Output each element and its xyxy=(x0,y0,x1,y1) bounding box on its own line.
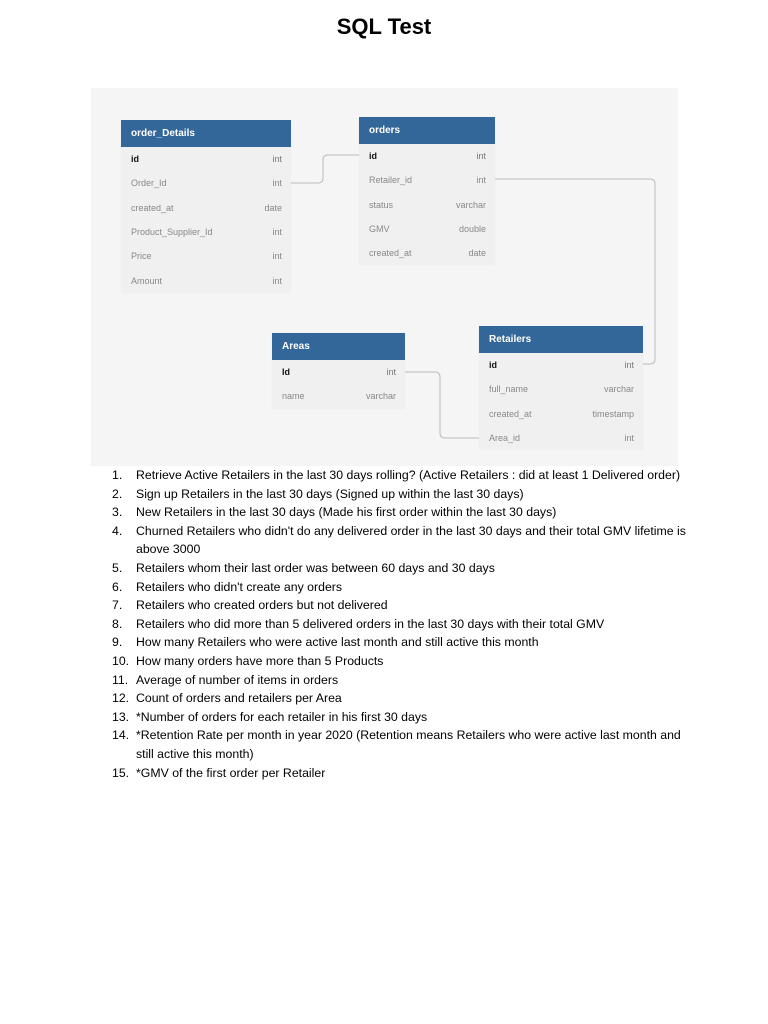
column-name: name xyxy=(282,391,305,402)
table-column-row xyxy=(121,244,291,268)
list-item xyxy=(112,596,692,615)
question-text: Retailers who didn't create any orders xyxy=(136,579,343,594)
question-number: 9. xyxy=(112,635,123,650)
table-column-row xyxy=(359,241,495,265)
column-type: int xyxy=(624,433,634,444)
question-text: Count of orders and retailers per Area xyxy=(136,691,342,706)
list-item xyxy=(112,522,692,559)
table-column-row xyxy=(479,426,643,450)
question-text: How many orders have more than 5 Products xyxy=(136,653,384,668)
table-order-details[interactable] xyxy=(121,120,291,293)
list-item xyxy=(112,615,692,634)
question-text: *GMV of the first order per Retailer xyxy=(136,765,326,780)
column-name: created_at xyxy=(131,202,174,213)
list-item xyxy=(112,689,692,708)
table-column-row xyxy=(479,402,643,426)
column-name: Product_Supplier_Id xyxy=(131,227,213,238)
column-type: int xyxy=(272,154,282,165)
question-number: 4. xyxy=(112,523,123,538)
question-number: 12. xyxy=(112,691,130,706)
column-type: date xyxy=(468,248,486,259)
column-type: int xyxy=(476,151,486,162)
question-text: Retailers whom their last order was between 60 days and 30 days xyxy=(136,560,495,575)
column-type: date xyxy=(264,202,282,213)
list-item xyxy=(112,578,692,597)
list-item xyxy=(112,764,692,783)
question-number: 6. xyxy=(112,579,123,594)
column-name: Amount xyxy=(131,275,163,286)
table-column-row xyxy=(479,377,643,401)
column-name: id xyxy=(131,154,139,165)
question-text: Sign up Retailers in the last 30 days (Signed up within the last 30 days) xyxy=(136,486,524,501)
column-type: varchar xyxy=(455,199,486,210)
table-column-row xyxy=(359,168,495,192)
list-item xyxy=(112,708,692,727)
column-name: status xyxy=(369,199,394,210)
column-name: Price xyxy=(131,251,152,262)
column-name: id xyxy=(369,151,377,162)
question-number: 3. xyxy=(112,505,123,520)
table-column-row xyxy=(121,196,291,220)
column-type: int xyxy=(386,367,396,378)
question-list xyxy=(112,466,692,782)
table-header: Areas xyxy=(272,333,405,360)
question-number: 15. xyxy=(112,765,130,780)
column-name: created_at xyxy=(489,408,532,419)
list-item xyxy=(112,652,692,671)
list-item xyxy=(112,485,692,504)
page-title: SQL Test xyxy=(336,14,432,39)
question-text: Retailers who created orders but not delivered xyxy=(136,598,388,613)
table-areas[interactable] xyxy=(272,333,405,409)
table-column-row xyxy=(121,171,291,195)
column-name: Retailer_id xyxy=(369,175,413,186)
table-header: order_Details xyxy=(121,120,291,147)
table-column-row xyxy=(272,384,405,408)
table-column-row xyxy=(359,217,495,241)
column-type: int xyxy=(272,251,282,262)
column-type: int xyxy=(272,227,282,238)
table-header: orders xyxy=(359,117,495,144)
table-retailers[interactable] xyxy=(479,326,643,450)
question-number: 5. xyxy=(112,560,123,575)
list-item xyxy=(112,671,692,690)
column-type: int xyxy=(624,360,634,371)
list-item xyxy=(112,726,692,763)
question-text: New Retailers in the last 30 days (Made his first order within the last 30 days) xyxy=(136,505,557,520)
question-number: 10. xyxy=(112,653,130,668)
list-item xyxy=(112,559,692,578)
column-name: Id xyxy=(282,367,290,378)
question-text: Churned Retailers who didn't do any delivered order in the last 30 days and their total GMV lifetime is above 3000 xyxy=(136,523,686,557)
column-type: timestamp xyxy=(592,408,634,419)
table-column-row xyxy=(121,268,291,292)
column-name: Order_Id xyxy=(131,178,167,189)
question-number: 1. xyxy=(112,468,123,482)
question-text: How many Retailers who were active last month and still active this month xyxy=(136,635,539,650)
column-name: created_at xyxy=(369,248,412,259)
column-name: GMV xyxy=(369,224,390,235)
question-text: Average of number of items in orders xyxy=(136,672,339,687)
question-number: 13. xyxy=(112,709,130,724)
question-number: 14. xyxy=(112,728,130,743)
list-item xyxy=(112,633,692,652)
column-name: full_name xyxy=(489,384,529,395)
table-column-row xyxy=(121,220,291,244)
question-text: *Number of orders for each retailer in his first 30 days xyxy=(136,709,428,724)
question-number: 11. xyxy=(112,672,129,687)
column-type: int xyxy=(476,175,486,186)
column-name: id xyxy=(489,360,497,371)
question-text: Retrieve Active Retailers in the last 30 days rolling? (Active Retailers : did at least 1 Delivered order) xyxy=(136,468,681,482)
table-header: Retailers xyxy=(479,326,643,353)
list-item xyxy=(112,466,692,485)
column-type: int xyxy=(272,178,282,189)
table-column-row xyxy=(479,353,643,377)
list-item xyxy=(112,503,692,522)
table-orders[interactable] xyxy=(359,117,495,265)
column-name: Area_id xyxy=(489,433,521,444)
question-number: 2. xyxy=(112,486,123,501)
table-column-row xyxy=(121,147,291,171)
question-text: Retailers who did more than 5 delivered orders in the last 30 days with their total GMV xyxy=(136,616,605,631)
table-column-row xyxy=(359,193,495,217)
table-column-row xyxy=(359,144,495,168)
column-type: varchar xyxy=(603,384,634,395)
column-type: varchar xyxy=(365,391,396,402)
table-column-row xyxy=(272,360,405,384)
question-number: 8. xyxy=(112,616,123,631)
column-type: double xyxy=(458,224,486,235)
column-type: int xyxy=(272,275,282,286)
question-text: *Retention Rate per month in year 2020 (Retention means Retailers who were active last month and still active this month) xyxy=(136,728,681,761)
question-number: 7. xyxy=(112,598,123,613)
